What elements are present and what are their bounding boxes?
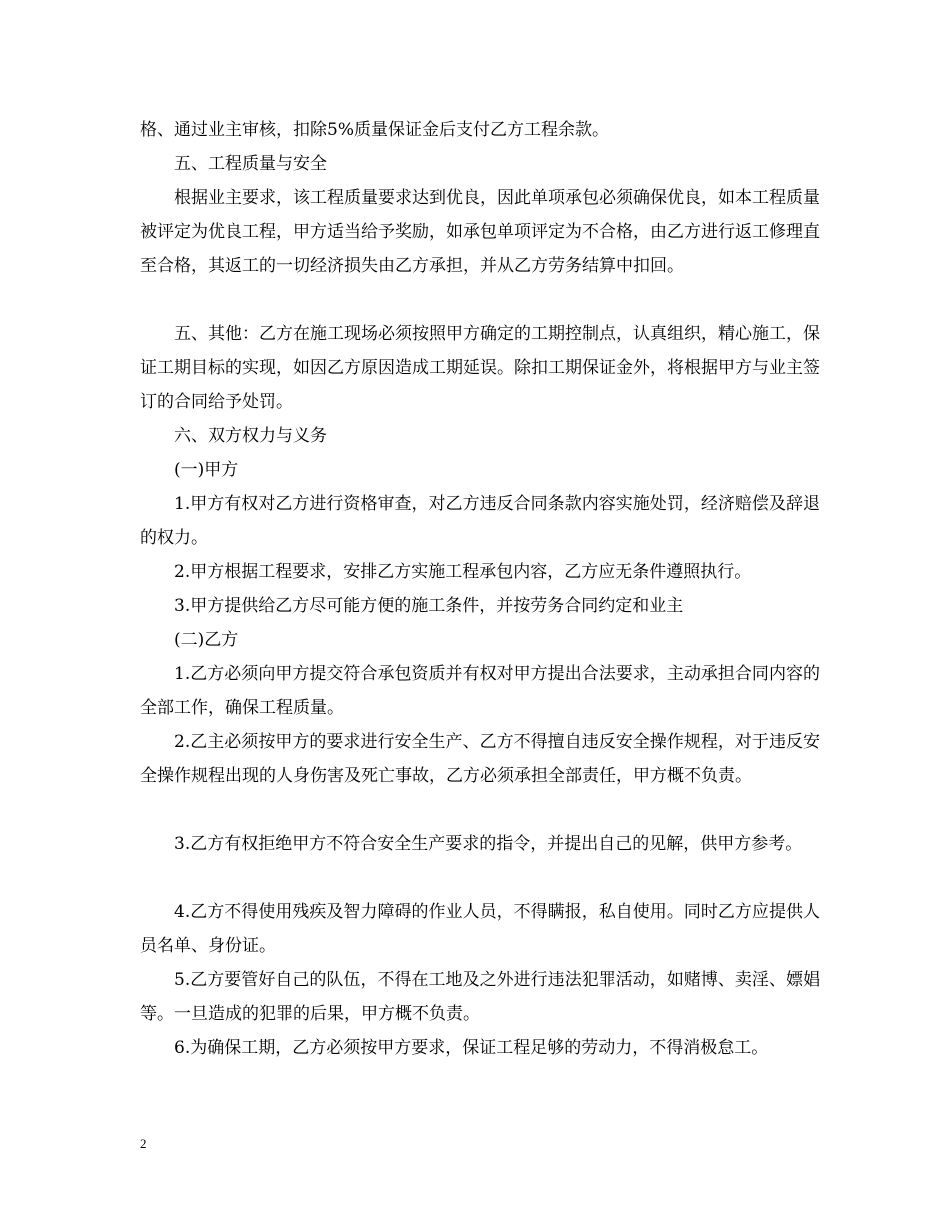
paragraph-quality: 根据业主要求，该工程质量要求达到优良，因此单项承包必须确保优良，如本工程质量被评定为优良工程，甲方适当给予奖励，如承包单项评定为不合格，由乙方进行返工修理直至合格，其返工的一切经济损失由乙方承担，并从乙方劳务结算中扣回。 xyxy=(140,188,820,276)
party-b-item-1: 1.乙方必须向甲方提交符合承包资质并有权对甲方提出合法要求，主动承担合同内容的全部工作，确保工程质量。 xyxy=(140,664,820,718)
paragraph-other: 五、其他：乙方在施工现场必须按照甲方确定的工期控制点，认真组织，精心施工，保证工期目标的实现，如因乙方原因造成工期延误。除扣工期保证金外，将根据甲方与业主签订的合同给予处罚。 xyxy=(140,324,820,412)
party-b-item-4: 4.乙方不得使用残疾及智力障碍的作业人员，不得瞒报，私自使用。同时乙方应提供人员名单、身份证。 xyxy=(140,902,820,956)
party-b-item-5: 5.乙方要管好自己的队伍，不得在工地及之外进行违法犯罪活动，如赌博、卖淫、嫖娼等。一旦造成的犯罪的后果，甲方概不负责。 xyxy=(140,970,820,1024)
section-heading-quality-safety: 五、工程质量与安全 xyxy=(174,154,327,174)
party-a-item-3: 3.甲方提供给乙方尽可能方便的施工条件，并按劳务合同约定和业主 xyxy=(174,596,684,616)
party-b-item-6: 6.为确保工期，乙方必须按甲方要求，保证工程足够的劳动力，不得消极怠工。 xyxy=(174,1038,769,1058)
subheading-party-a: (一)甲方 xyxy=(174,460,239,480)
party-a-item-2: 2.甲方根据工程要求，安排乙方实施工程承包内容，乙方应无条件遵照执行。 xyxy=(174,562,752,582)
section-heading-rights-obligations: 六、双方权力与义务 xyxy=(174,426,327,446)
party-b-item-2: 2.乙主必须按甲方的要求进行安全生产、乙方不得擅自违反安全操作规程，对于违反安全操作规程出现的人身伤害及死亡事故，乙方必须承担全部责任，甲方概不负责。 xyxy=(140,732,820,786)
paragraph-continuation: 格、通过业主审核，扣除5%质量保证金后支付乙方工程余款。 xyxy=(140,120,609,140)
party-a-item-1: 1.甲方有权对乙方进行资格审查，对乙方违反合同条款内容实施处罚，经济赔偿及辞退的权力。 xyxy=(140,494,820,548)
party-b-item-3: 3.乙方有权拒绝甲方不符合安全生产要求的指令，并提出自己的见解，供甲方参考。 xyxy=(174,834,803,854)
subheading-party-b: (二)乙方 xyxy=(174,630,239,650)
page-number: 2 xyxy=(140,1136,147,1151)
